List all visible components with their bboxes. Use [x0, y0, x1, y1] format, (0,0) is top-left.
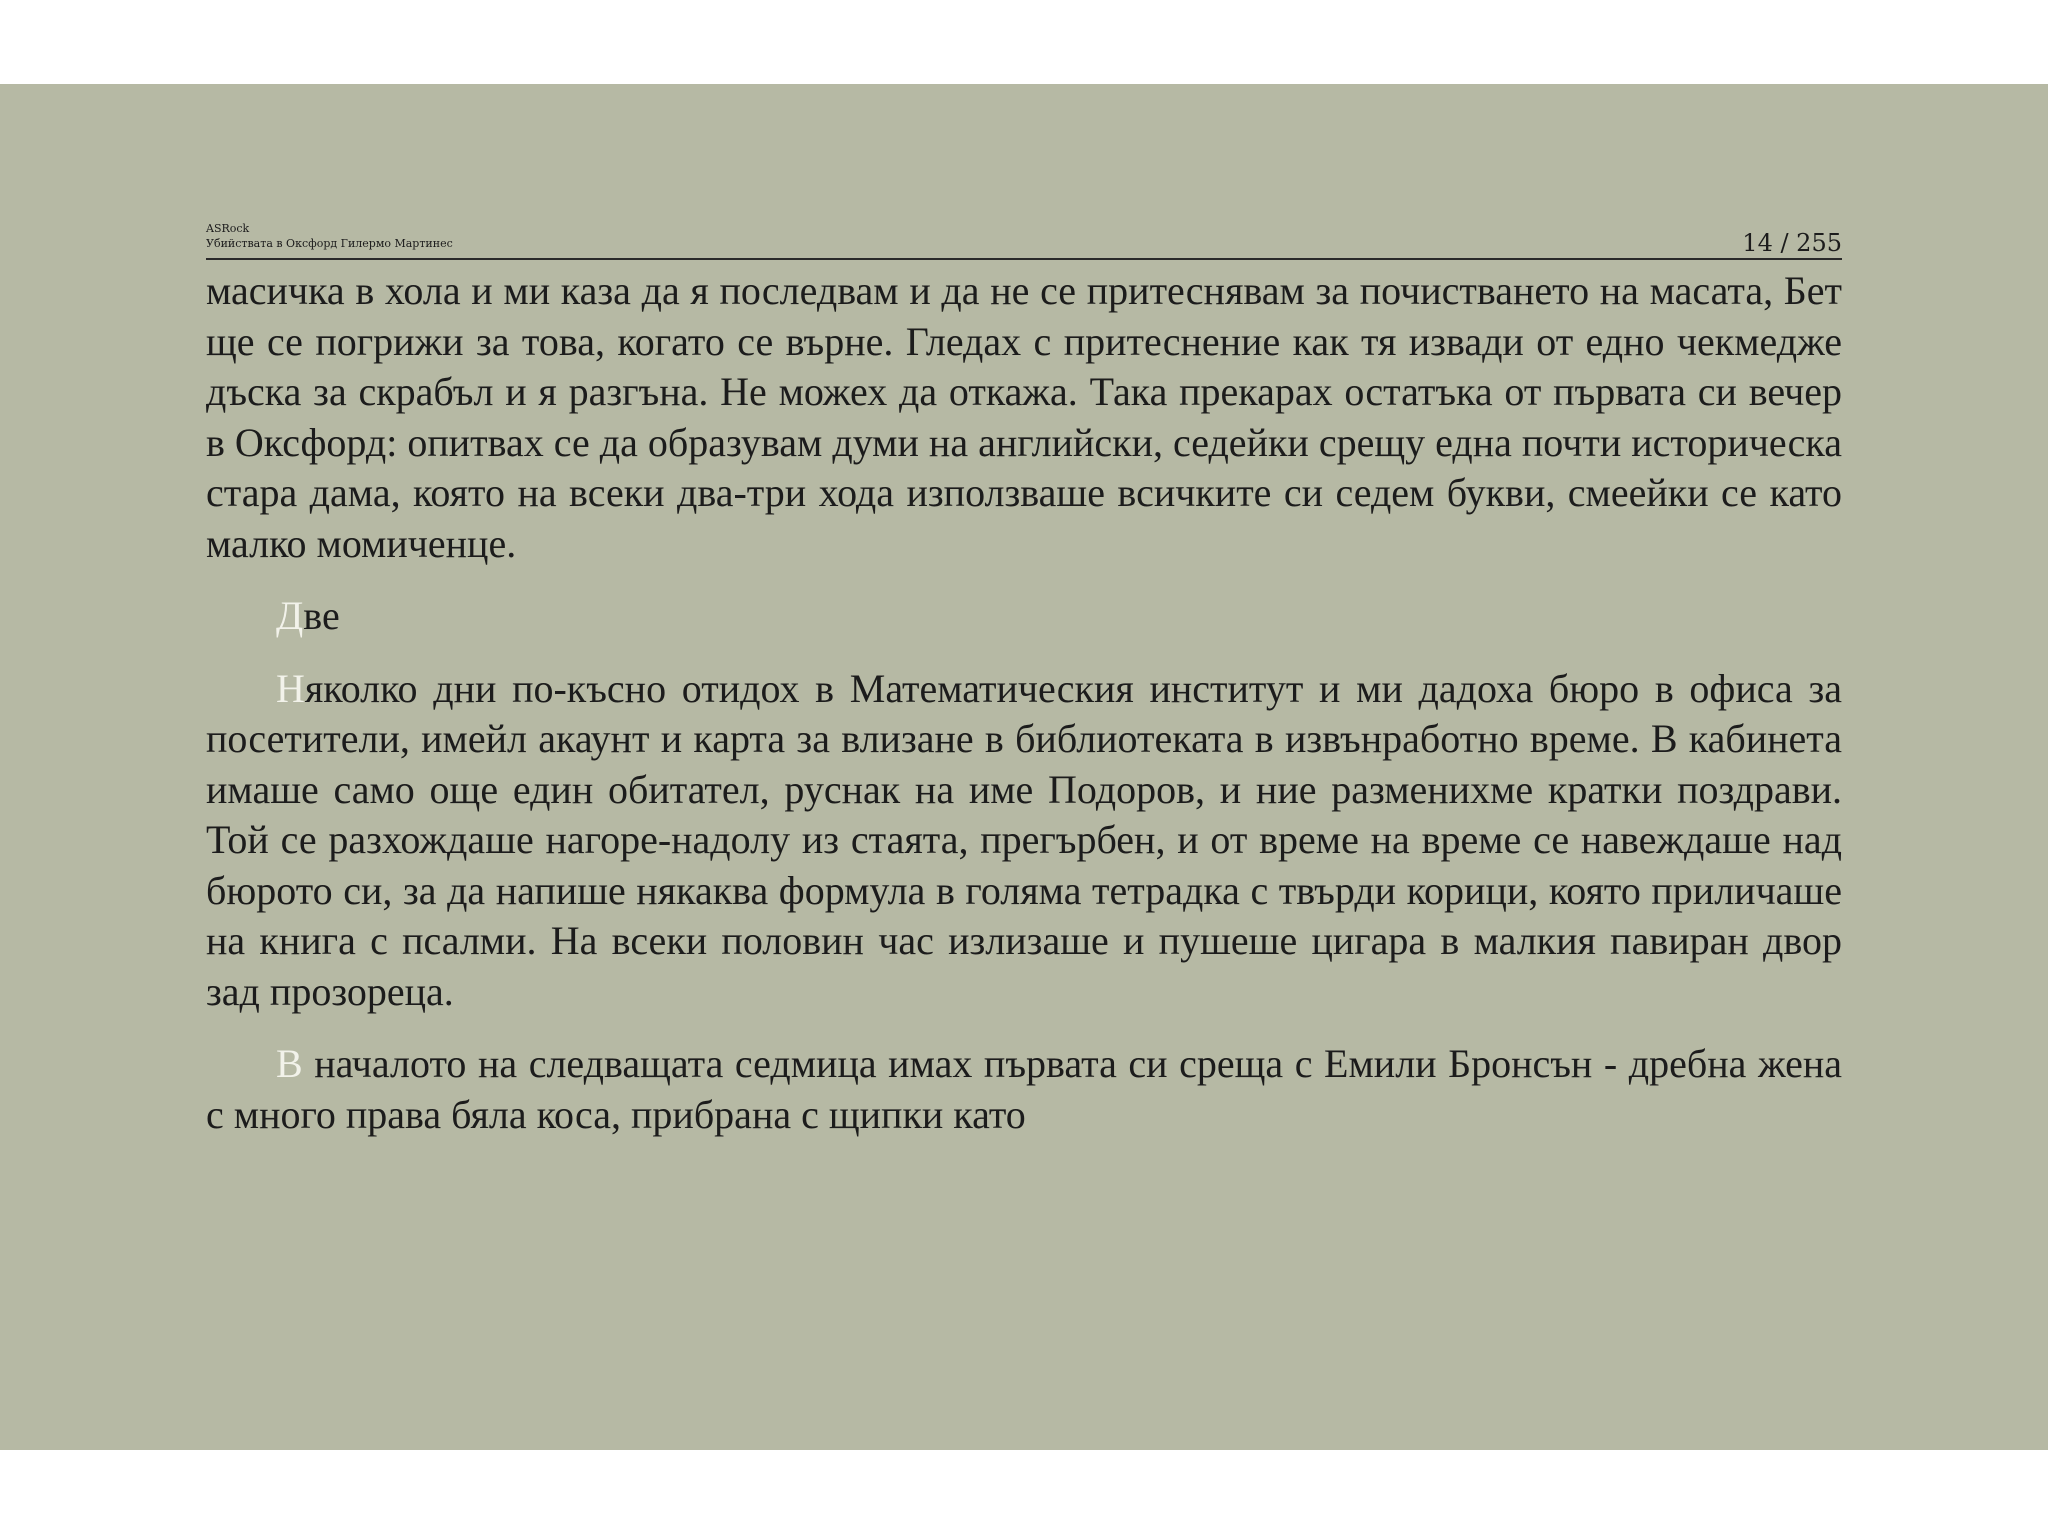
paragraph-2-initial: Н [276, 665, 305, 711]
chapter-heading [206, 591, 1842, 642]
book-title: Убийствата в Оксфорд Гилермо Мартинес [206, 237, 453, 250]
paragraph-3-initial: В [276, 1041, 303, 1086]
paragraph-3-text: началото на следващата седмица имах първата си среща с Емили Бронсън - дребна жена с много права бяла коса, прибрана с щипки като [206, 1041, 1842, 1137]
book-page [206, 220, 1842, 1140]
chapter-title-rest: ве [303, 593, 340, 638]
page-number: 14 / 255 [1742, 229, 1842, 257]
paragraph-1: масичка в хола и ми каза да я последвам и да не се притеснявам за почистването на масата, Бет ще се погрижи за това, когато се върне. Гледах с притеснение как тя извади от едно чекмедже дъска за скрабъл и я разгъна. Не можех да откажа. Така прекарах остатъка от първата си вечер в Оксфорд: опитвах се да образувам думи на английски, седейки срещу една почти историческа стара дама, която на всеки два-три хода използваше всичките си седем букви, смеейки се като малко момиченце. [206, 268, 1842, 566]
page-header [206, 220, 1842, 260]
paragraph-2 [206, 664, 1842, 1018]
paragraph-2-text: яколко дни по-късно отидох в Математическия институт и ми дадоха бюро в офиса за посетители, имейл акаунт и карта за влизане в библиотеката в извънработно време. В кабинета имаше само още един обитател, руснак на име Подоров, и ние разменихме кратки поздрави. Той се разхождаше нагоре-надолу из стаята, прегърбен, и от време на време се навеждаше над бюрото си, за да напише някаква формула в голяма тетрадка с твърди корици, която приличаше на книга с псалми. На всеки половин час излизаше и пушеше цигара в малкия павиран двор зад прозореца. [206, 665, 1842, 1014]
publisher-label: ASRock [206, 222, 250, 235]
chapter-initial: Д [276, 593, 304, 638]
reading-text [206, 266, 1842, 1140]
paragraph-3 [206, 1039, 1842, 1140]
